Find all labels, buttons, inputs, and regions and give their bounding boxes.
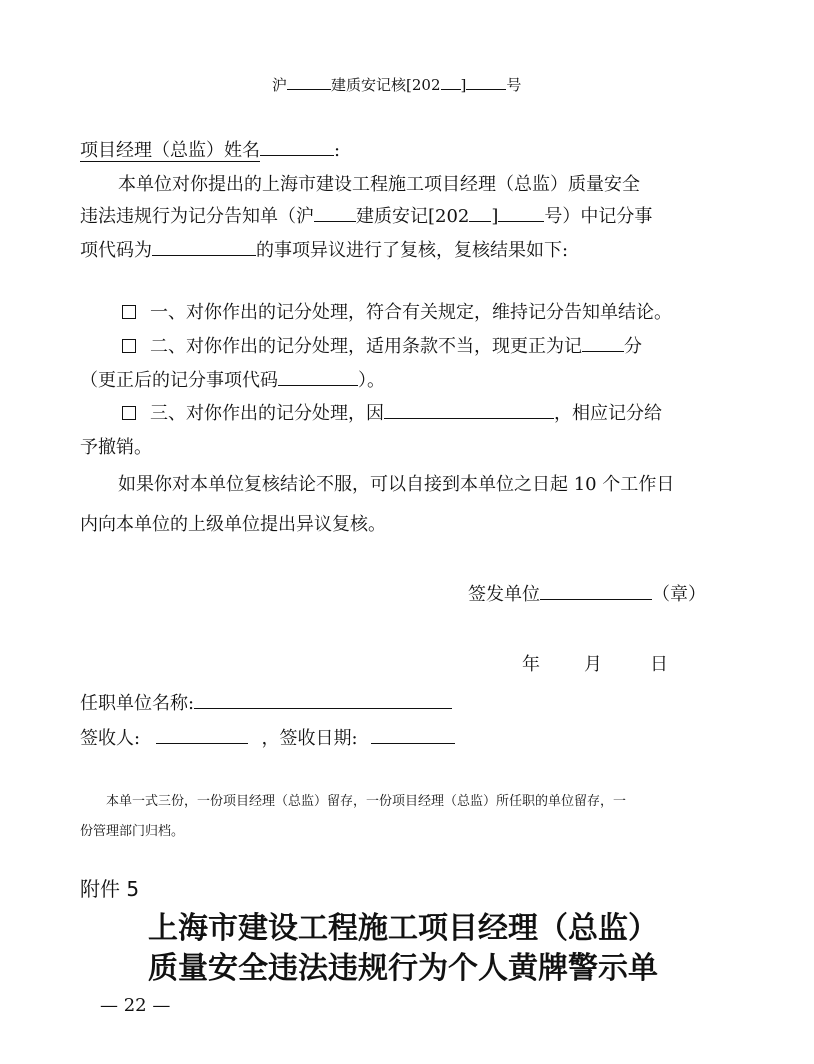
checkbox-correct[interactable] [122,339,136,353]
option-uphold [122,298,672,324]
doc-number-prefix: 沪 [272,76,288,94]
blank-year [469,203,491,222]
blank-serial [498,203,544,222]
attachment-title: 质量安全违法违规行为个人黄牌警示单 [148,951,658,986]
receipt-date-label: ，签收日期: [261,728,358,749]
receiver-field[interactable] [156,725,248,744]
option-revoke [122,399,662,425]
issuer-line [468,580,706,606]
blank-name [260,137,334,156]
blank-district [287,74,331,90]
option-text: ）。 [358,370,385,391]
doc-number-suffix: 号 [506,76,522,94]
date-year: 年 [522,654,540,675]
option-correct [122,332,642,358]
appeal-line: 内向本单位的上级单位提出异议复核。 [80,514,386,535]
page-number: — 22 — [100,995,171,1016]
body-text: 项代码为 [80,240,152,261]
option-text: ，相应记分给 [554,403,662,424]
blank-new-code [278,367,358,386]
checkbox-uphold[interactable] [122,305,136,319]
body-line: 本单位对你提出的上海市建设工程施工项目经理（总监）质量安全 [118,174,640,195]
body-line [80,202,652,228]
note-line: 本单一式三份，一份项目经理（总监）留存，一份项目经理（总监）所任职的单位留存，一 [106,794,627,809]
checkbox-revoke[interactable] [122,406,136,420]
date-day: 日 [650,654,668,675]
document-number [272,74,521,95]
employer-line [80,689,452,715]
option-text: 分 [624,336,642,357]
option-correct-cont [80,366,385,392]
employer-label: 任职单位名称: [80,693,195,714]
option-text: 三、对你作出的记分处理，因 [150,403,384,424]
blank-reason [384,400,554,419]
option-revoke-cont: 予撤销。 [80,437,152,458]
attachment-label: 附件 5 [80,877,140,901]
body-line [80,236,568,262]
option-text: 一、对你作出的记分处理，符合有关规定，维持记分告知单结论。 [150,302,672,323]
receipt-date-field[interactable] [371,725,455,744]
receipt-line [80,724,455,750]
receiver-label: 签收人: [80,728,141,749]
doc-number-mid: 建质安记核[202 [331,76,441,94]
addressee-label: 项目经理（总监）姓名 [80,140,260,161]
body-text: 违法违规行为记分告知单（沪 [80,206,314,227]
doc-number-close: ] [460,76,467,94]
blank-serial [466,74,506,90]
addressee-colon: : [334,140,341,161]
option-text: 二、对你作出的记分处理，适用条款不当，现更正为记 [150,336,582,357]
employer-field[interactable] [194,690,452,709]
body-text: ] [491,206,499,227]
blank-issuer [540,581,652,600]
attachment-title: 上海市建设工程施工项目经理（总监） [148,911,658,946]
body-text: 建质安记[202 [356,206,470,227]
option-text: （更正后的记分事项代码 [80,370,278,391]
issuer-label: 签发单位 [468,584,540,605]
date-month: 月 [584,654,602,675]
appeal-line: 如果你对本单位复核结论不服，可以自接到本单位之日起 10 个工作日 [118,474,675,495]
blank-district [314,203,356,222]
note-line: 份管理部门归档。 [80,824,185,839]
body-text: 号）中记分事 [544,206,653,227]
seal-label: （章） [652,584,706,605]
addressee-line [80,136,340,162]
blank-points [582,333,624,352]
blank-year [441,74,461,90]
body-text: 的事项异议进行了复核，复核结果如下: [256,240,569,261]
blank-item-code [152,237,256,256]
